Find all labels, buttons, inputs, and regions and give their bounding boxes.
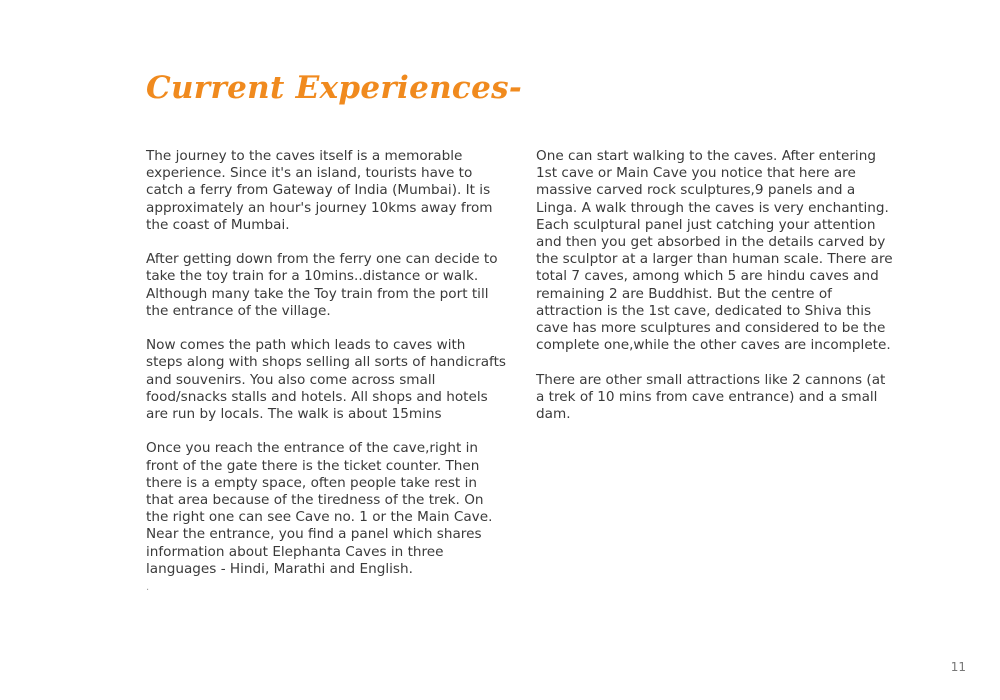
paragraph-main-cave: One can start walking to the caves. After entering 1st cave or Main Cave you notice that here are massive carved rock sculptures,9 panels and a Linga. A walk through the caves is very enchanting. Each sculptural panel just catching your attention and then you get absorbed in the details carved by the sculptor at a larger than human scale. There are total 7 caves, among which 5 are hindu caves and remaining 2 are Buddhist. But the centre of attraction is the 1st cave, dedicated to Shiva this cave has more sculptures and considered to be the complete one,while the other caves are incomplete. [536,148,893,354]
right-column [536,148,896,440]
paragraph-path: Now comes the path which leads to caves with steps along with shops selling all sorts of handicrafts and souvenirs. You also come across small food/snacks stalls and hotels. All shops and hotels are run by locals. The walk is about 15mins [146,337,507,423]
paragraph-journey: The journey to the caves itself is a memorable experience. Since it's an island, tourists have to catch a ferry from Gateway of India (Mumbai). It is approximately an hour's journey 10kms away from the coast of Mumbai. [146,148,493,233]
page-heading: Current Experiences- [146,70,523,106]
paragraph-entrance: Once you reach the entrance of the cave,right in front of the gate there is the ticket counter. Then there is a empty space, often people take rest in that area because of the tiredness of the trek. On the right one can see Cave no. 1 or the Main Cave. Near the entrance, you find a panel which shares information about Elephanta Caves in three languages - Hindi, Marathi and English. [146,440,493,577]
left-column [146,148,506,595]
stray-mark: . [146,582,150,593]
page-number: 11 [950,660,966,674]
paragraph-ferry: After getting down from the ferry one can decide to take the toy train for a 10mins..distance or walk. Although many take the Toy train from the port till the entrance of the village. [146,251,498,319]
paragraph-other-attractions: There are other small attractions like 2 cannons (at a trek of 10 mins from cave entrance) and a small dam. [536,371,886,423]
